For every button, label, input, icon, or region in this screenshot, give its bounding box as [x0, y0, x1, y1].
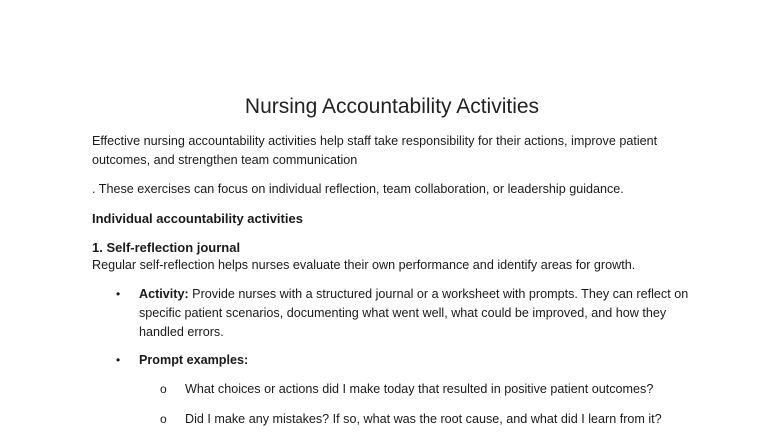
bullet-marker: •: [116, 353, 121, 367]
bullet-body: Provide nurses with a structured journal or a worksheet with prompts. They can reflect on specific patient scenarios, documenting what went well, what could be improved, and how they handled errors.: [139, 287, 689, 339]
bullet-label: Prompt examples:: [139, 353, 249, 367]
bullet-label: Activity:: [139, 287, 189, 301]
sub-bullet-marker: o: [160, 382, 167, 396]
prompt-item: Did I make any mistakes? If so, what was the root cause, and what did I learn from it?: [185, 412, 662, 426]
bullet-item-activity: [139, 285, 699, 342]
sub-bullet-marker: o: [160, 412, 167, 426]
subsection-heading: 1. Self-reflection journal: [92, 240, 241, 255]
subsection-text: Regular self-reflection helps nurses evaluate their own performance and identify areas for growth.: [92, 258, 636, 272]
bullet-marker: •: [116, 287, 121, 301]
section-heading: Individual accountability activities: [92, 211, 303, 226]
prompt-item: What choices or actions did I make today that resulted in positive patient outcomes?: [185, 382, 654, 396]
document-title: Nursing Accountability Activities: [244, 95, 540, 118]
bullet-item-prompts: [139, 351, 699, 370]
intro-paragraph: Effective nursing accountability activities help staff take responsibility for their actions, improve patient outcomes, and strengthen team communication: [92, 134, 658, 167]
intro-paragraph-continued: . These exercises can focus on individual reflection, team collaboration, or leadership guidance.: [92, 182, 624, 196]
